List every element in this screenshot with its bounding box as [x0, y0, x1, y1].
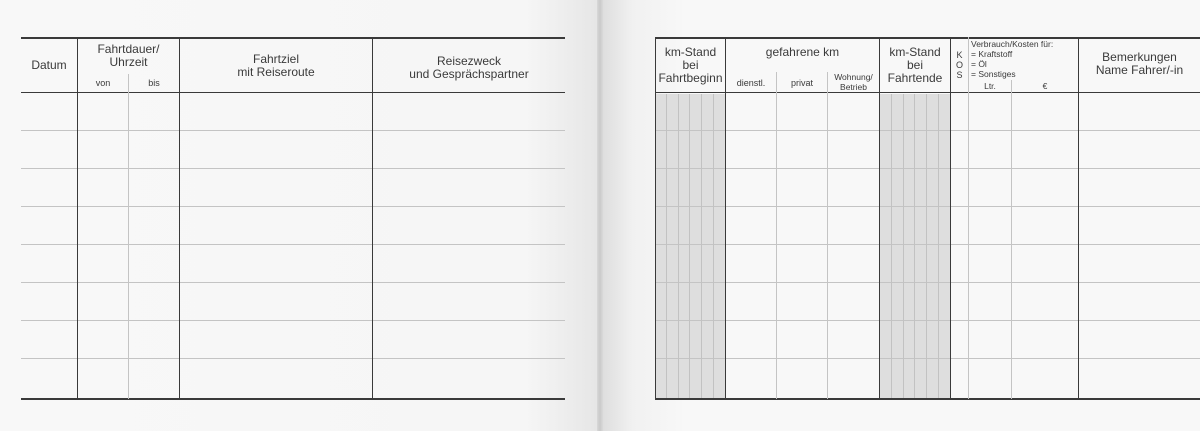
header-fahrtziel-line1: Fahrtziel	[252, 52, 299, 66]
right-column-divider	[655, 37, 656, 399]
logbook-right-page	[603, 0, 1200, 431]
header-km-start-line2: bei	[682, 58, 699, 72]
header-km-end-line1: km-Stand	[889, 45, 941, 59]
header-verbrauch-line2: = Kraftstoff	[971, 49, 1013, 59]
header-o: O	[955, 60, 963, 70]
right-row-line	[655, 282, 1200, 283]
right-row-line	[655, 358, 1200, 359]
ltr-euro-divider	[1011, 80, 1012, 399]
right-header-bottom-border	[655, 92, 1200, 93]
km-subcolumn-divider	[776, 72, 777, 399]
digit-line	[678, 94, 679, 398]
right-column-divider	[725, 37, 726, 399]
header-verbrauch-line3: = Öl	[971, 59, 987, 69]
header-fahrtdauer-line2: Uhrzeit	[109, 55, 148, 69]
left-bottom-border	[21, 398, 565, 400]
digit-line	[926, 94, 927, 398]
header-wohnung-line2: Betrieb	[840, 82, 867, 92]
km-subcolumn-divider	[827, 72, 828, 399]
right-row-line	[655, 244, 1200, 245]
left-row-line	[21, 206, 565, 207]
header-km-end-line3: Fahrtende	[887, 71, 943, 85]
right-column-divider	[879, 37, 880, 399]
digit-line	[713, 94, 714, 398]
digit-line	[914, 94, 915, 398]
left-row-line	[21, 282, 565, 283]
right-row-line	[655, 168, 1200, 169]
header-datum: Datum	[31, 58, 67, 72]
left-header-bottom-border	[21, 92, 565, 93]
header-reisezweck-line2: und Gesprächspartner	[409, 67, 529, 81]
right-column-divider	[950, 37, 951, 399]
header-von: von	[95, 78, 111, 88]
header-km-start-line3: Fahrtbeginn	[658, 71, 723, 85]
digit-line	[938, 94, 939, 398]
right-bottom-border	[655, 398, 1200, 400]
left-row-line	[21, 358, 565, 359]
header-km-end-line2: bei	[906, 58, 923, 72]
left-row-line	[21, 244, 565, 245]
left-column-divider	[179, 37, 180, 399]
right-row-line	[655, 320, 1200, 321]
header-bis: bis	[148, 78, 160, 88]
header-gefahrene-km: gefahrene km	[765, 45, 840, 59]
header-privat: privat	[790, 78, 813, 88]
header-euro: €	[1042, 81, 1048, 91]
header-bemerkungen-line1: Bemerkungen	[1102, 50, 1177, 64]
header-verbrauch-line4: = Sonstiges	[971, 69, 1016, 79]
header-verbrauch-line1: Verbrauch/Kosten für:	[971, 39, 1054, 49]
left-top-border	[21, 37, 565, 39]
digit-line	[891, 94, 892, 398]
digit-line	[666, 94, 667, 398]
header-wohnung-line1: Wohnung/	[834, 72, 873, 82]
digit-line	[701, 94, 702, 398]
left-row-line	[21, 130, 565, 131]
header-reisezweck-line1: Reisezweck	[436, 54, 502, 68]
left-column-divider-thin	[128, 74, 129, 399]
header-k: K	[956, 50, 963, 60]
right-row-line	[655, 130, 1200, 131]
logbook-left-page	[0, 0, 597, 431]
left-row-line	[21, 168, 565, 169]
left-column-divider	[372, 37, 373, 399]
header-fahrtziel-line2: mit Reiseroute	[237, 65, 315, 79]
right-row-line	[655, 206, 1200, 207]
digit-line	[903, 94, 904, 398]
header-km-start-line1: km-Stand	[664, 45, 717, 59]
right-top-border	[655, 37, 1200, 39]
header-fahrtdauer-line1: Fahrtdauer/	[97, 42, 160, 56]
header-dienstl: dienstl.	[736, 78, 766, 88]
left-row-line	[21, 320, 565, 321]
right-column-divider	[1078, 37, 1079, 399]
header-s: S	[956, 70, 963, 80]
digit-line	[689, 94, 690, 398]
left-column-divider	[77, 37, 78, 399]
header-ltr: Ltr.	[984, 81, 996, 91]
header-bemerkungen-line2: Name Fahrer/-in	[1095, 63, 1184, 77]
